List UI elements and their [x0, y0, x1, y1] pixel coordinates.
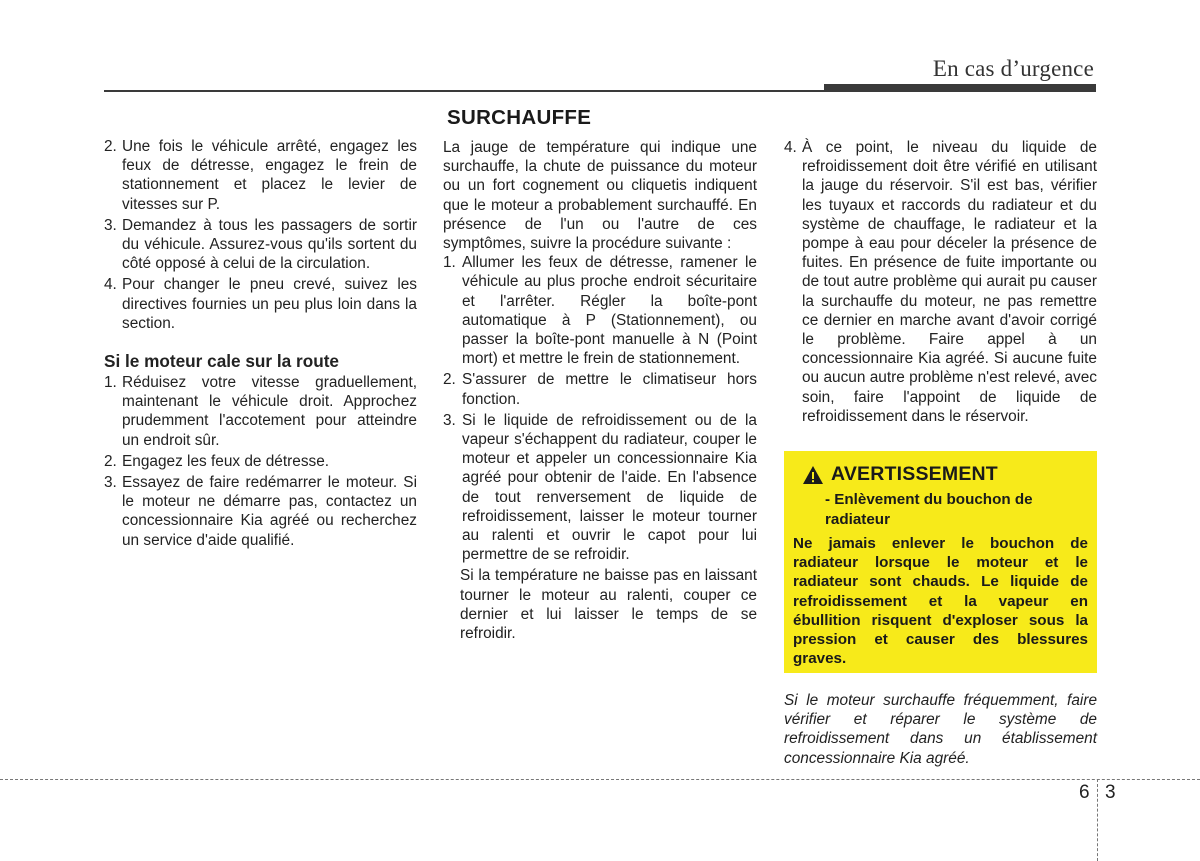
list-item: [784, 138, 1097, 426]
list-item-number: 3.: [443, 411, 456, 429]
warning-box: [784, 451, 1097, 673]
left-column: [104, 137, 417, 552]
list-item: [104, 275, 417, 333]
warning-title: AVERTISSEMENT: [831, 463, 998, 485]
list-item-text: Réduisez votre vitesse graduellement, maintenant le véhicule droit. Approchez prudemment l'accotement pour atteindre un endroit sûr.: [122, 374, 417, 449]
footer-divider: [0, 779, 1200, 780]
list-item-text: À ce point, le niveau du liquide de refroidissement doit être vérifié en utilisant la jauge du réservoir. S'il est bas, vérifier les tuyaux et raccords du radiateur et du système de chauffage, le radiateur et la pompe à eau pour déceler la présence de fuites. En présence de fuite importante ou de tout autre problème qui aurait pu causer la surchauffe du moteur, ne pas remettre ce dernier en marche avant d'avoir corrigé le problème. Faire appel à un concessionnaire Kia agréé. Si aucune fuite ou aucun autre problème n'est relevé, avec soin, faire l'appoint de liquide de refroidissement dans le réservoir.: [802, 139, 1097, 425]
intro-paragraph: La jauge de température qui indique une surchauffe, la chute de puissance du moteur ou un fort cognement ou cliquetis indiquent que le moteur a probablement surchauffé. En présence de l'un ou l'autre de ces symptômes, suivre la procédure suivante :: [443, 139, 757, 253]
list-item-text: Essayez de faire redémarrer le moteur. Si le moteur ne démarre pas, contactez un concessionnaire Kia agréé ou recherchez un service d'aide qualifié.: [122, 474, 417, 549]
list-item-number: 2.: [104, 138, 117, 155]
list-item-number: 3.: [104, 216, 117, 234]
list-item-number: 1.: [104, 374, 117, 392]
list-item: [443, 370, 757, 408]
list-item-text: Si le liquide de refroidissement ou de la vapeur s'échappent du radiateur, couper le moteur et appeler un concessionnaire Kia agréé pour obtenir de l'aide. En l'absence de tout renversement de liquide de refroidissement, laisser le moteur tourner au ralenti et ouvrir le capot pour lui permettre de se refroidir.: [462, 411, 757, 564]
list-item-number: 4.: [104, 276, 117, 294]
list-item-text: Demandez à tous les passagers de sortir du véhicule. Assurez-vous qu'ils sortent du côté opposé à celui de la circulation.: [122, 216, 417, 273]
chapter-title: En cas d’urgence: [932, 56, 1094, 81]
warning-subtitle: - Enlèvement du bouchon de radiateur: [825, 491, 1033, 528]
list-item-number: 2.: [443, 371, 456, 389]
list-item: [104, 452, 417, 471]
list-item-number: 2.: [104, 452, 117, 470]
list-item-number: 4.: [784, 139, 797, 156]
section-number: 6: [1079, 782, 1090, 803]
list-item: [104, 216, 417, 274]
list-item-number: 3.: [104, 474, 117, 492]
section-title: SURCHAUFFE: [447, 106, 592, 129]
list-item: [104, 137, 417, 214]
list-item-number: 1.: [443, 254, 456, 272]
list-item-text: Une fois le véhicule arrêté, engagez les feux de détresse, engagez le frein de stationnement et placez le levier de vitesses sur P.: [122, 138, 417, 213]
list-item: [104, 473, 417, 550]
page-number: 3: [1105, 782, 1116, 803]
list-item: [443, 411, 757, 565]
continuation-paragraph: Si la température ne baisse pas en laissant tourner le moteur au ralenti, couper ce dernier et lui laisser le temps de se refroidir.: [460, 567, 757, 643]
header-rule-accent: [824, 84, 1096, 92]
list-item: [104, 373, 417, 450]
subsection-heading: Si le moteur cale sur la route: [104, 351, 339, 372]
list-item-text: Pour changer le pneu crevé, suivez les directives fournies un peu plus loin dans la section.: [122, 276, 417, 332]
list-item: [443, 253, 757, 368]
middle-column: [443, 138, 757, 643]
warning-triangle-icon: [802, 465, 824, 485]
footer-vertical-divider: [1097, 779, 1098, 861]
warning-header: [802, 463, 1088, 486]
warning-body: Ne jamais enlever le bouchon de radiateur lorsque le moteur et le radiateur sont chauds. Le liquide de refroidissement et la vapeur en ébullition risquent d'exploser sous la pression et causer des blessures graves.: [793, 535, 1088, 668]
italic-note: Si le moteur surchauffe fréquemment, faire vérifier et réparer le système de refroidissement dans un établissement concessionnaire Kia agréé.: [784, 692, 1097, 767]
right-column: [784, 138, 1097, 428]
list-item-text: Allumer les feux de détresse, ramener le véhicule au plus proche endroit sécuritaire et l'arrêter. Régler la boîte-pont automatique à P (Stationnement), ou passer la boîte-pont manuelle à N (Point mort) et mettre le frein de stationnement.: [462, 254, 757, 368]
list-item-text: S'assurer de mettre le climatiseur hors fonction.: [462, 371, 757, 408]
list-item-text: Engagez les feux de détresse.: [122, 452, 330, 470]
